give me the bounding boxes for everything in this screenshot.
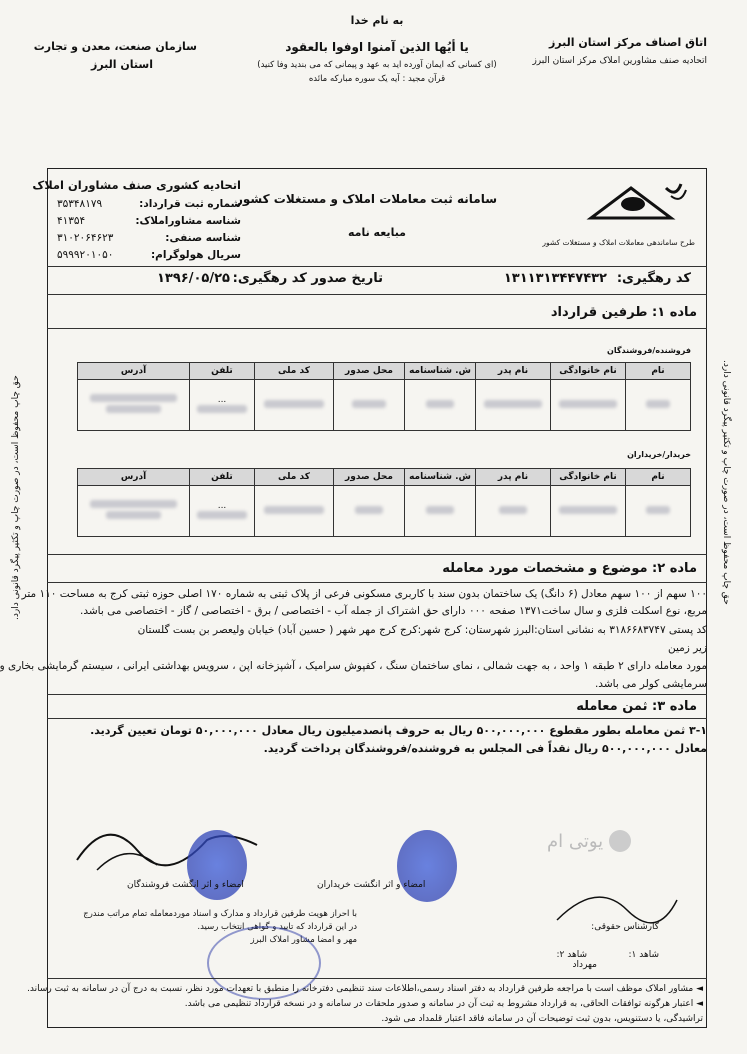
witness1-label: شاهد ۱: <box>628 950 659 960</box>
info-row: شناسه صنفی: ۳۱۰۲۰۶۴۶۲۳ <box>57 232 241 244</box>
note-item: تراشیدگی، یا دستنویس، بدون ثبت توضیحات آن در سامانه فاقد اعتبار قلمداد می شود. <box>381 1014 703 1024</box>
left-org-line2: استان البرز <box>91 58 153 71</box>
basmala: به نام خدا <box>350 14 404 27</box>
system-logo <box>571 178 691 240</box>
sellers-label: فروشنده/فروشندگان <box>606 346 691 355</box>
verse-translation: (ای کسانی که ایمان آورده اید به عهد و پیمانی که می بندید وفا کنید) <box>257 60 497 70</box>
issue-date-label: تاریخ صدور کد رهگیری: <box>232 271 383 286</box>
system-title: سامانه ثبت معاملات املاک و مستغلات کشور <box>235 192 497 206</box>
buyers-label: خریدار/خریداران <box>627 450 691 459</box>
article3-line-1: ۳-۱ ثمن معامله بطور مقطوع ۵۰۰,۰۰۰,۰۰۰ ریال به حروف پانصدمیلیون ریال معادل ۵۰,۰۰۰,۰۰۰ تومان تعیین گردید. <box>90 724 707 737</box>
union-title: اتحادیه کشوری صنف مشاوران املاک <box>32 178 241 192</box>
side-note-left: حق چاپ محفوظ است، در صورت چاپ و تکثیر پیگرد قانونی دارد. <box>11 375 21 620</box>
issue-date-value: ۱۳۹۶/۰۵/۲۵ <box>157 271 230 286</box>
info-row: سریال هولوگرام: ۵۹۹۹۲۰۱۰۵۰ <box>57 249 241 261</box>
buyers-table <box>77 468 691 537</box>
info-row: شناسه مشاوراملاک: ۴۱۳۵۴ <box>57 215 241 227</box>
notes <box>27 982 703 1027</box>
house-logo-icon <box>571 178 691 240</box>
article2-line-2: مربع، نوع اسکلت فلزی و سال ساخت۱۳۷۱ صفحه ۰۰۰ دارای حق اشتراک از جمله آب - اختصاصی / برق - اختصاصی / گاز - اختصاصی می باشد. <box>80 605 707 617</box>
triangle-bullet-icon: ◄ <box>693 999 703 1009</box>
watermark: یوتی ام <box>547 830 631 852</box>
article2-line-5: مورد معامله دارای ۲ طبقه ۱ واحد ، به جهت شمالی ، نمای ساختمان سنگ ، کفپوش سرامیک ، آشپزخانه اپن ، سرویس بهداشتی ایرانی ، سیستم گرمایشی بخاری و <box>0 660 707 672</box>
article1-title: ماده ۱: طرفین قرارداد <box>550 305 697 320</box>
article3-title: ماده ۳: ثمن معامله <box>576 699 697 714</box>
article3-line-2: معادل ۵۰۰,۰۰۰,۰۰۰ ریال نقداً فی المجلس به فروشنده/فروشندگان پرداخت گردید. <box>263 742 707 755</box>
registration-info <box>57 198 241 266</box>
sellers-table <box>77 362 691 431</box>
watermark-logo-icon <box>609 830 631 852</box>
article2-line-4: زیر زمین <box>668 642 707 654</box>
document-type: مبایعه نامه <box>347 226 406 239</box>
table-row <box>78 380 691 431</box>
legal-expert-label: کارشناس حقوقی: <box>591 922 659 932</box>
verse-source: قرآن مجید : آیه یک سوره مبارکه مائده <box>308 74 446 84</box>
buyers-header-row: نام نام خانوادگی نام پدر ش. شناسنامه محل صدور کد ملی تلفن آدرس <box>78 469 691 486</box>
logo-caption: طرح ساماندهی معاملات املاک و مستغلات کشور <box>542 238 695 247</box>
verse: یا أیُها الذین آمنوا اوفوا بالعقود <box>285 40 469 54</box>
right-org-line2: اتحادیه صنف مشاورین املاک مرکز استان البرز <box>532 56 707 66</box>
info-row: شماره ثبت قرارداد: ۳۵۳۴۸۱۷۹ <box>57 198 241 210</box>
seller-signature-label: امضاء و اثر انگشت فروشندگان <box>127 880 244 890</box>
article2-line-1: ۱۰۰ سهم از ۱۰۰ سهم معادل (۶ دانگ) یک ساختمان بدون سند با کاربری مسکونی فرعی از پلاک ثبتی به شماره ۱۷۰ اصلی حوزه ثبتی کرج به مساحت ۱۱۰ متر <box>21 588 707 600</box>
triangle-bullet-icon: ◄ <box>693 984 703 994</box>
buyer-signature-label: امضاء و اثر انگشت خریداران <box>317 880 426 890</box>
left-org-line1: سازمان صنعت، معدن و تجارت <box>33 40 197 53</box>
article2-line-3: کد پستی ۳۱۸۶۶۸۳۷۴۷ به نشانی استان:البرز شهرستان: کرج شهر:کرج کرج مهر شهر ( حسین آباد) خیابان ولیعصر بن بست گلستان <box>137 624 707 636</box>
agency-stamp-text: با احراز هویت طرفین قرارداد و مدارک و اسناد موردمعامله تمام مراتب مندرج در این قرارداد که تایید و گواهی انتخاب رسید. مهر و امضا مشاور املاک البرز <box>83 909 357 945</box>
phone-mark: ... <box>217 500 227 511</box>
side-note-right: حق چاپ محفوظ است، در صورت چاپ و تکثیر پیگرد قانونی دارد. <box>721 360 731 605</box>
witness2-label: شاهد ۲: <box>556 950 587 960</box>
note-item: ◄ مشاور املاک موظف است با مراجعه طرفین قرارداد به دفتر اسناد رسمی،اطلاعات سند تنظیمی دفترخانه را منطبق با تعهدات مورد نظر، نسبت به درج آن در سامانه به ثبت رساند. <box>27 984 703 994</box>
right-org-line1: اتاق اصناف مرکز استان البرز <box>548 36 707 49</box>
witness1-name: مهرداد <box>572 960 597 970</box>
tracking-value: ۱۳۱۱۳۱۳۴۴۷۴۳۲ <box>503 271 607 286</box>
article2-title: ماده ۲: موضوع و مشخصات مورد معامله <box>442 561 697 576</box>
sellers-header-row: نام نام خانوادگی نام پدر ش. شناسنامه محل صدور کد ملی تلفن آدرس <box>78 363 691 380</box>
tracking-label: کد رهگیری: <box>616 271 691 286</box>
note-item: ◄ اعتبار هرگونه توافقات الحاقی، به قرارداد مشروط به ثبت آن در سامانه و صدور ملحقات در سامانه و در نسخه قرارداد تنظیمی می باشد. <box>184 999 703 1009</box>
table-row <box>78 486 691 537</box>
article2-line-6: سرمایشی کولر می باشد. <box>594 678 707 690</box>
phone-mark: ... <box>217 394 227 405</box>
